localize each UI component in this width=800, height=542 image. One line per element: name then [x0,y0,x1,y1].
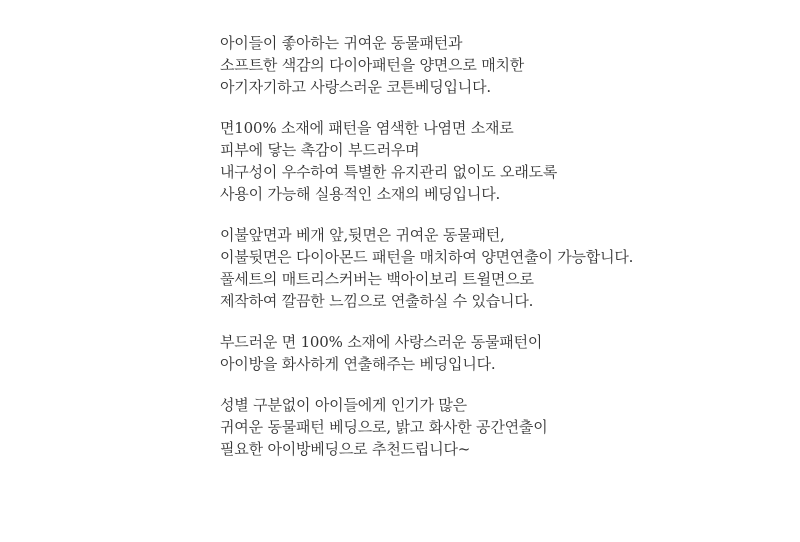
description-line: 사용이 가능해 실용적인 소재의 베딩입니다. [220,185,501,203]
description-line: 아기자기하고 사랑스러운 코튼베딩입니다. [220,78,491,96]
description-paragraph-pattern [220,224,790,312]
description-line: 성별 구분없이 아이들에게 인기가 많은 [220,396,467,414]
product-description [220,32,790,479]
description-line: 면100% 소재에 패턴을 염색한 나염면 소재로 [220,119,514,137]
description-line: 제작하여 깔끔한 느낌으로 연출하실 수 있습니다. [220,292,534,310]
description-line: 귀여운 동물패턴 베딩으로, 밝고 화사한 공간연출이 [220,418,548,436]
description-line: 풀세트의 매트리스커버는 백아이보리 트윌면으로 [220,270,534,288]
description-paragraph-recommendation [220,394,790,460]
description-line: 아이들이 좋아하는 귀여운 동물패턴과 [220,34,463,52]
description-paragraph-material [220,117,790,205]
description-line: 부드러운 면 100% 소재에 사랑스러운 동물패턴이 [220,333,543,351]
description-line: 피부에 닿는 촉감이 부드러우며 [220,141,420,159]
description-paragraph-summary [220,331,790,375]
description-paragraph-intro [220,32,790,98]
description-line: 이불앞면과 베개 앞,뒷면은 귀여운 동물패턴, [220,226,505,244]
description-line: 이불뒷면은 다이아몬드 패턴을 매치하여 양면연출이 가능합니다. [220,248,634,266]
description-line: 아이방을 화사하게 연출해주는 베딩입니다. [220,355,496,373]
description-line: 필요한 아이방베딩으로 추천드립니다~ [220,440,471,458]
description-line: 내구성이 우수하여 특별한 유지관리 없이도 오래도록 [220,163,558,181]
description-line: 소프트한 색감의 다이아패턴을 양면으로 매치한 [220,56,525,74]
